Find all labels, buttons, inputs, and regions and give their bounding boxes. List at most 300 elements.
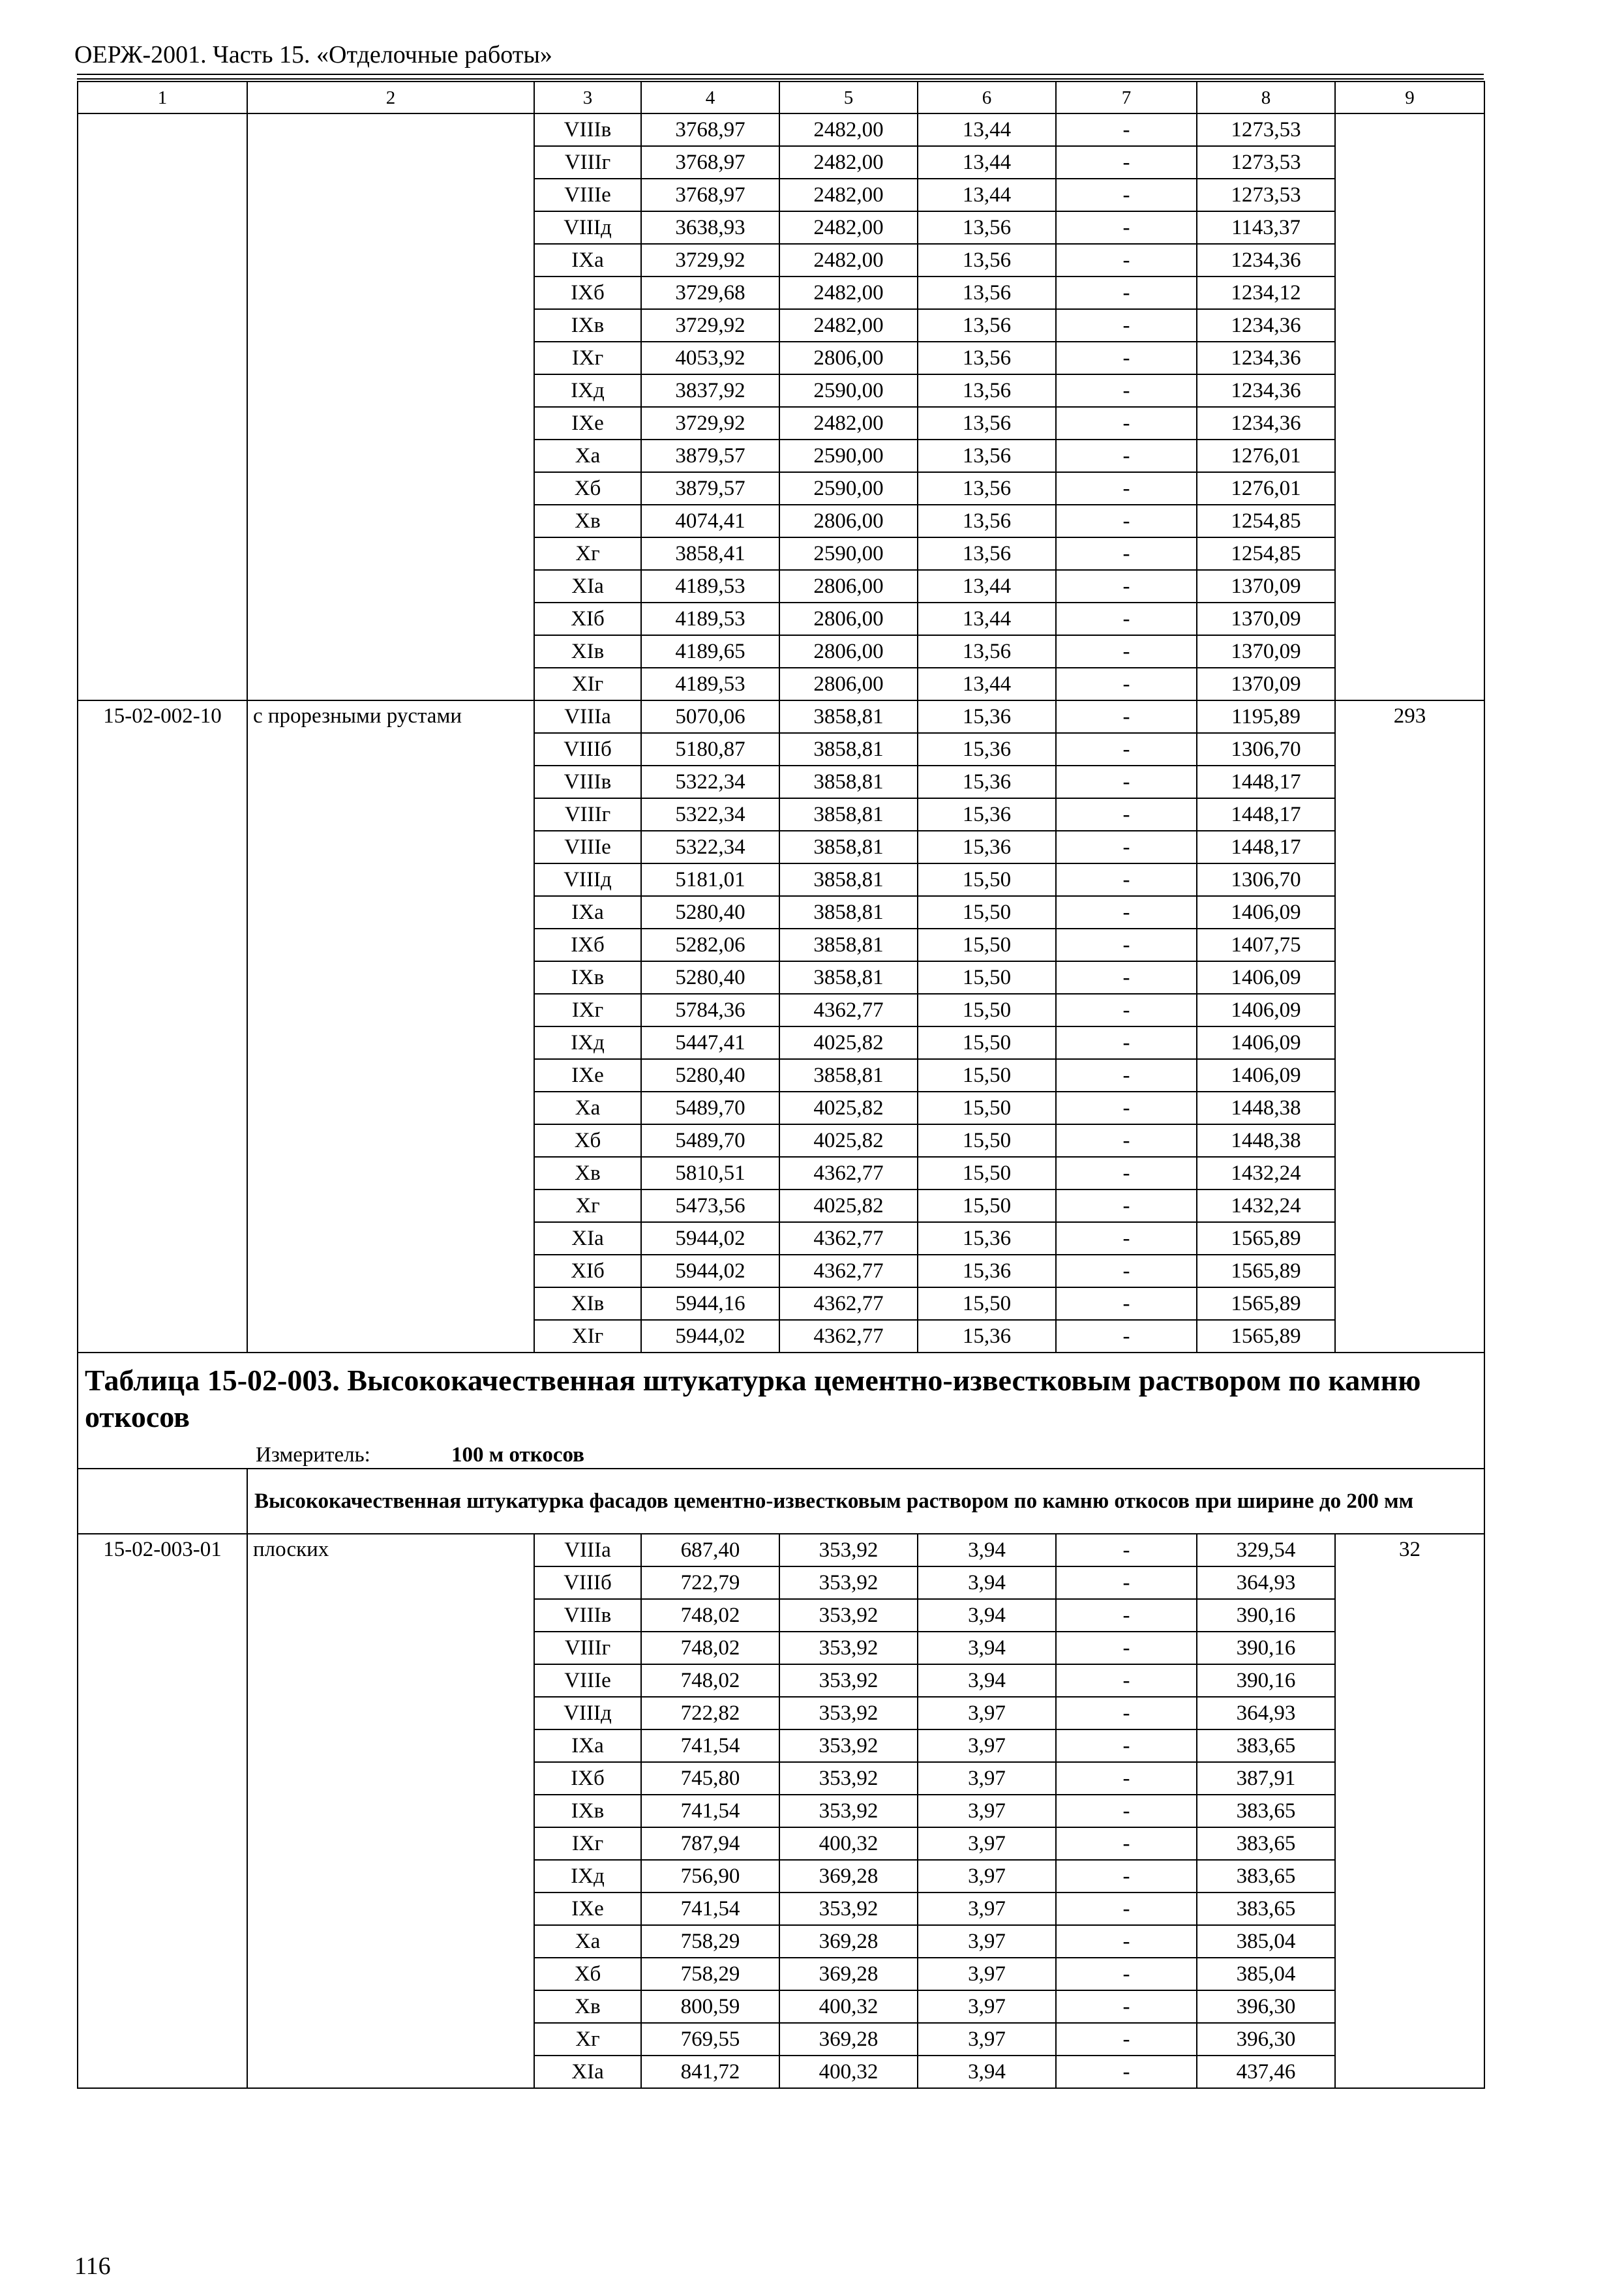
- material-cost-cell: 1565,89: [1197, 1320, 1335, 1353]
- driver-wage-cell: -: [1056, 1599, 1197, 1632]
- direct-cost-cell: 5944,02: [641, 1222, 779, 1255]
- driver-wage-cell: -: [1056, 1059, 1197, 1092]
- driver-wage-cell: -: [1056, 472, 1197, 505]
- wage-cell: 2806,00: [779, 505, 918, 537]
- labor-norm: [1335, 113, 1484, 700]
- direct-cost-cell: 5784,36: [641, 994, 779, 1026]
- zone-cell: XIг: [534, 668, 641, 700]
- zone-cell: VIIIд: [534, 211, 641, 244]
- driver-wage-cell: -: [1056, 342, 1197, 374]
- machine-cost-cell: 15,36: [918, 733, 1056, 766]
- material-cost-cell: 1273,53: [1197, 113, 1335, 146]
- rates-table: [77, 81, 1485, 2089]
- zone-cell: XIв: [534, 1287, 641, 1320]
- direct-cost-cell: 5810,51: [641, 1157, 779, 1189]
- wage-cell: 369,28: [779, 1925, 918, 1958]
- work-name: [247, 113, 534, 700]
- wage-cell: 2590,00: [779, 472, 918, 505]
- machine-cost-cell: 15,36: [918, 831, 1056, 863]
- wage-cell: 4362,77: [779, 994, 918, 1026]
- driver-wage-cell: -: [1056, 1795, 1197, 1827]
- material-cost-cell: 383,65: [1197, 1827, 1335, 1860]
- direct-cost-cell: 5322,34: [641, 831, 779, 863]
- driver-wage-cell: -: [1056, 1827, 1197, 1860]
- machine-cost-cell: 15,36: [918, 766, 1056, 798]
- rate-code: 15-02-003-01: [78, 1534, 247, 2088]
- direct-cost-cell: 5489,70: [641, 1092, 779, 1124]
- zone-cell: VIIIе: [534, 1664, 641, 1697]
- wage-cell: 2590,00: [779, 537, 918, 570]
- labor-norm: 293: [1335, 700, 1484, 1353]
- zone-cell: Xв: [534, 505, 641, 537]
- meter-value: 100 м откосов: [451, 1443, 584, 1467]
- direct-cost-cell: 3768,97: [641, 179, 779, 211]
- material-cost-cell: 1306,70: [1197, 863, 1335, 896]
- material-cost-cell: 1273,53: [1197, 179, 1335, 211]
- wage-cell: 2482,00: [779, 179, 918, 211]
- wage-cell: 3858,81: [779, 700, 918, 733]
- material-cost-cell: 1276,01: [1197, 472, 1335, 505]
- machine-cost-cell: 3,94: [918, 1599, 1056, 1632]
- machine-cost-cell: 15,50: [918, 1026, 1056, 1059]
- direct-cost-cell: 4189,53: [641, 603, 779, 635]
- zone-cell: IXб: [534, 277, 641, 309]
- material-cost-cell: 1234,36: [1197, 244, 1335, 277]
- material-cost-cell: 396,30: [1197, 2023, 1335, 2056]
- direct-cost-cell: 741,54: [641, 1795, 779, 1827]
- driver-wage-cell: -: [1056, 635, 1197, 668]
- wage-cell: 2482,00: [779, 277, 918, 309]
- driver-wage-cell: -: [1056, 1534, 1197, 1566]
- direct-cost-cell: 687,40: [641, 1534, 779, 1566]
- material-cost-cell: 390,16: [1197, 1599, 1335, 1632]
- direct-cost-cell: 5944,02: [641, 1320, 779, 1353]
- header-rule: [77, 74, 1484, 75]
- direct-cost-cell: 5180,87: [641, 733, 779, 766]
- material-cost-cell: 385,04: [1197, 1925, 1335, 1958]
- direct-cost-cell: 758,29: [641, 1958, 779, 1990]
- direct-cost-cell: 5322,34: [641, 798, 779, 831]
- column-number: 4: [641, 82, 779, 113]
- wage-cell: 3858,81: [779, 766, 918, 798]
- work-name: с прорезными рустами: [247, 700, 534, 1353]
- header-rule-double: [77, 78, 1484, 80]
- direct-cost-cell: 5280,40: [641, 1059, 779, 1092]
- material-cost-cell: 1306,70: [1197, 733, 1335, 766]
- direct-cost-cell: 769,55: [641, 2023, 779, 2056]
- material-cost-cell: 383,65: [1197, 1729, 1335, 1762]
- machine-cost-cell: 13,56: [918, 505, 1056, 537]
- material-cost-cell: 329,54: [1197, 1534, 1335, 1566]
- direct-cost-cell: 3638,93: [641, 211, 779, 244]
- direct-cost-cell: 5944,16: [641, 1287, 779, 1320]
- driver-wage-cell: -: [1056, 798, 1197, 831]
- wage-cell: 4362,77: [779, 1255, 918, 1287]
- machine-cost-cell: 15,36: [918, 1320, 1056, 1353]
- material-cost-cell: 387,91: [1197, 1762, 1335, 1795]
- wage-cell: 353,92: [779, 1762, 918, 1795]
- driver-wage-cell: -: [1056, 2056, 1197, 2088]
- machine-cost-cell: 13,56: [918, 407, 1056, 440]
- wage-cell: 4025,82: [779, 1189, 918, 1222]
- column-number: 9: [1335, 82, 1484, 113]
- wage-cell: 353,92: [779, 1795, 918, 1827]
- zone-cell: VIIIе: [534, 179, 641, 211]
- machine-cost-cell: 13,56: [918, 309, 1056, 342]
- direct-cost-cell: 4189,53: [641, 668, 779, 700]
- wage-cell: 400,32: [779, 1827, 918, 1860]
- wage-cell: 3858,81: [779, 831, 918, 863]
- table-title-row: [78, 1353, 1484, 1469]
- zone-cell: IXв: [534, 1795, 641, 1827]
- driver-wage-cell: -: [1056, 2023, 1197, 2056]
- direct-cost-cell: 741,54: [641, 1729, 779, 1762]
- machine-cost-cell: 3,97: [918, 1762, 1056, 1795]
- machine-cost-cell: 3,94: [918, 1566, 1056, 1599]
- machine-cost-cell: 3,97: [918, 1925, 1056, 1958]
- driver-wage-cell: -: [1056, 1255, 1197, 1287]
- machine-cost-cell: 13,56: [918, 342, 1056, 374]
- driver-wage-cell: -: [1056, 1287, 1197, 1320]
- zone-cell: Xб: [534, 472, 641, 505]
- zone-cell: VIIIб: [534, 1566, 641, 1599]
- material-cost-cell: 1195,89: [1197, 700, 1335, 733]
- direct-cost-cell: 5944,02: [641, 1255, 779, 1287]
- direct-cost-cell: 5489,70: [641, 1124, 779, 1157]
- material-cost-cell: 364,93: [1197, 1697, 1335, 1729]
- wage-cell: 400,32: [779, 2056, 918, 2088]
- material-cost-cell: 1565,89: [1197, 1222, 1335, 1255]
- machine-cost-cell: 13,56: [918, 277, 1056, 309]
- driver-wage-cell: -: [1056, 766, 1197, 798]
- machine-cost-cell: 15,36: [918, 798, 1056, 831]
- table-title: Таблица 15-02-003. Высококачественная штукатурка цементно-известковым раствором по камню откосов: [85, 1364, 1421, 1433]
- direct-cost-cell: 4074,41: [641, 505, 779, 537]
- machine-cost-cell: 13,56: [918, 635, 1056, 668]
- machine-cost-cell: 15,36: [918, 1222, 1056, 1255]
- meter-line: [85, 1442, 1477, 1468]
- zone-cell: Xв: [534, 1990, 641, 2023]
- direct-cost-cell: 741,54: [641, 1893, 779, 1925]
- zone-cell: IXб: [534, 929, 641, 961]
- material-cost-cell: 1143,37: [1197, 211, 1335, 244]
- driver-wage-cell: -: [1056, 1860, 1197, 1893]
- driver-wage-cell: -: [1056, 733, 1197, 766]
- zone-cell: IXг: [534, 994, 641, 1026]
- wage-cell: 353,92: [779, 1566, 918, 1599]
- driver-wage-cell: -: [1056, 1566, 1197, 1599]
- zone-cell: Xа: [534, 440, 641, 472]
- direct-cost-cell: 3729,92: [641, 244, 779, 277]
- machine-cost-cell: 3,94: [918, 1632, 1056, 1664]
- zone-cell: IXе: [534, 1059, 641, 1092]
- wage-cell: 4362,77: [779, 1287, 918, 1320]
- machine-cost-cell: 3,97: [918, 1795, 1056, 1827]
- direct-cost-cell: 4189,65: [641, 635, 779, 668]
- zone-cell: IXе: [534, 407, 641, 440]
- zone-cell: VIIIа: [534, 700, 641, 733]
- zone-cell: Xг: [534, 2023, 641, 2056]
- machine-cost-cell: 3,97: [918, 1729, 1056, 1762]
- zone-cell: VIIIд: [534, 1697, 641, 1729]
- material-cost-cell: 1234,36: [1197, 309, 1335, 342]
- direct-cost-cell: 5070,06: [641, 700, 779, 733]
- zone-cell: Xа: [534, 1925, 641, 1958]
- column-number: 1: [78, 82, 247, 113]
- material-cost-cell: 1406,09: [1197, 994, 1335, 1026]
- material-cost-cell: 1565,89: [1197, 1255, 1335, 1287]
- material-cost-cell: 383,65: [1197, 1893, 1335, 1925]
- machine-cost-cell: 13,44: [918, 146, 1056, 179]
- wage-cell: 3858,81: [779, 863, 918, 896]
- driver-wage-cell: -: [1056, 1729, 1197, 1762]
- driver-wage-cell: -: [1056, 994, 1197, 1026]
- machine-cost-cell: 15,50: [918, 1157, 1056, 1189]
- column-number: 7: [1056, 82, 1197, 113]
- driver-wage-cell: -: [1056, 1026, 1197, 1059]
- driver-wage-cell: -: [1056, 831, 1197, 863]
- wage-cell: 2806,00: [779, 635, 918, 668]
- wage-cell: 4025,82: [779, 1092, 918, 1124]
- driver-wage-cell: -: [1056, 863, 1197, 896]
- driver-wage-cell: -: [1056, 407, 1197, 440]
- wage-cell: 353,92: [779, 1893, 918, 1925]
- driver-wage-cell: -: [1056, 1092, 1197, 1124]
- direct-cost-cell: 5322,34: [641, 766, 779, 798]
- machine-cost-cell: 15,50: [918, 863, 1056, 896]
- material-cost-cell: 1234,36: [1197, 342, 1335, 374]
- material-cost-cell: 1234,12: [1197, 277, 1335, 309]
- material-cost-cell: 1448,38: [1197, 1124, 1335, 1157]
- zone-cell: Xг: [534, 1189, 641, 1222]
- wage-cell: 369,28: [779, 2023, 918, 2056]
- direct-cost-cell: 787,94: [641, 1827, 779, 1860]
- driver-wage-cell: -: [1056, 505, 1197, 537]
- driver-wage-cell: -: [1056, 146, 1197, 179]
- wage-cell: 3858,81: [779, 896, 918, 929]
- wage-cell: 2482,00: [779, 407, 918, 440]
- machine-cost-cell: 15,50: [918, 896, 1056, 929]
- machine-cost-cell: 15,50: [918, 961, 1056, 994]
- machine-cost-cell: 3,97: [918, 1827, 1056, 1860]
- table-row: [78, 700, 1484, 733]
- machine-cost-cell: 3,94: [918, 1664, 1056, 1697]
- direct-cost-cell: 4053,92: [641, 342, 779, 374]
- direct-cost-cell: 3879,57: [641, 440, 779, 472]
- page-header-title: ОЕРЖ-2001. Часть 15. «Отделочные работы»: [74, 41, 552, 68]
- material-cost-cell: 385,04: [1197, 1958, 1335, 1990]
- machine-cost-cell: 13,56: [918, 211, 1056, 244]
- zone-cell: XIг: [534, 1320, 641, 1353]
- direct-cost-cell: 748,02: [641, 1599, 779, 1632]
- column-number: 3: [534, 82, 641, 113]
- direct-cost-cell: 800,59: [641, 1990, 779, 2023]
- zone-cell: VIIIд: [534, 863, 641, 896]
- machine-cost-cell: 3,94: [918, 2056, 1056, 2088]
- wage-cell: 3858,81: [779, 733, 918, 766]
- direct-cost-cell: 841,72: [641, 2056, 779, 2088]
- machine-cost-cell: 15,50: [918, 1092, 1056, 1124]
- machine-cost-cell: 3,94: [918, 1534, 1056, 1566]
- column-number: 2: [247, 82, 534, 113]
- machine-cost-cell: 15,50: [918, 994, 1056, 1026]
- machine-cost-cell: 13,56: [918, 440, 1056, 472]
- machine-cost-cell: 13,56: [918, 374, 1056, 407]
- driver-wage-cell: -: [1056, 244, 1197, 277]
- wage-cell: 4025,82: [779, 1124, 918, 1157]
- meter-label: Измеритель:: [256, 1443, 370, 1467]
- driver-wage-cell: -: [1056, 603, 1197, 635]
- material-cost-cell: 1406,09: [1197, 1026, 1335, 1059]
- material-cost-cell: 1432,24: [1197, 1157, 1335, 1189]
- machine-cost-cell: 3,97: [918, 2023, 1056, 2056]
- zone-cell: IXа: [534, 1729, 641, 1762]
- driver-wage-cell: -: [1056, 179, 1197, 211]
- wage-cell: 3858,81: [779, 961, 918, 994]
- wage-cell: 2482,00: [779, 309, 918, 342]
- wage-cell: 353,92: [779, 1729, 918, 1762]
- zone-cell: XIб: [534, 603, 641, 635]
- table-row: [78, 113, 1484, 146]
- rate-code: 15-02-002-10: [78, 700, 247, 1353]
- material-cost-cell: 383,65: [1197, 1795, 1335, 1827]
- driver-wage-cell: -: [1056, 700, 1197, 733]
- driver-wage-cell: -: [1056, 1320, 1197, 1353]
- zone-cell: VIIIг: [534, 798, 641, 831]
- machine-cost-cell: 15,36: [918, 700, 1056, 733]
- driver-wage-cell: -: [1056, 961, 1197, 994]
- direct-cost-cell: 4189,53: [641, 570, 779, 603]
- machine-cost-cell: 13,56: [918, 537, 1056, 570]
- wage-cell: 369,28: [779, 1860, 918, 1893]
- material-cost-cell: 1448,17: [1197, 766, 1335, 798]
- machine-cost-cell: 13,44: [918, 113, 1056, 146]
- direct-cost-cell: 3879,57: [641, 472, 779, 505]
- driver-wage-cell: -: [1056, 896, 1197, 929]
- wage-cell: 3858,81: [779, 929, 918, 961]
- direct-cost-cell: 745,80: [641, 1762, 779, 1795]
- wage-cell: 2806,00: [779, 570, 918, 603]
- wage-cell: 353,92: [779, 1599, 918, 1632]
- material-cost-cell: 1370,09: [1197, 635, 1335, 668]
- column-number: 5: [779, 82, 918, 113]
- driver-wage-cell: -: [1056, 1632, 1197, 1664]
- driver-wage-cell: -: [1056, 211, 1197, 244]
- machine-cost-cell: 3,97: [918, 1697, 1056, 1729]
- zone-cell: IXе: [534, 1893, 641, 1925]
- zone-cell: VIIIг: [534, 146, 641, 179]
- page-number: 116: [74, 2252, 111, 2280]
- material-cost-cell: 396,30: [1197, 1990, 1335, 2023]
- zone-cell: XIа: [534, 1222, 641, 1255]
- driver-wage-cell: -: [1056, 309, 1197, 342]
- zone-cell: IXг: [534, 1827, 641, 1860]
- material-cost-cell: 1448,38: [1197, 1092, 1335, 1124]
- wage-cell: 2590,00: [779, 374, 918, 407]
- zone-cell: VIIIв: [534, 1599, 641, 1632]
- direct-cost-cell: 5282,06: [641, 929, 779, 961]
- wage-cell: 353,92: [779, 1534, 918, 1566]
- zone-cell: VIIIа: [534, 1534, 641, 1566]
- material-cost-cell: 1254,85: [1197, 537, 1335, 570]
- machine-cost-cell: 13,44: [918, 668, 1056, 700]
- driver-wage-cell: -: [1056, 1958, 1197, 1990]
- zone-cell: IXа: [534, 244, 641, 277]
- zone-cell: IXв: [534, 309, 641, 342]
- machine-cost-cell: 3,97: [918, 1958, 1056, 1990]
- zone-cell: VIIIв: [534, 113, 641, 146]
- machine-cost-cell: 15,50: [918, 929, 1056, 961]
- material-cost-cell: 1370,09: [1197, 570, 1335, 603]
- direct-cost-cell: 3729,68: [641, 277, 779, 309]
- material-cost-cell: 390,16: [1197, 1632, 1335, 1664]
- labor-norm: 32: [1335, 1534, 1484, 2088]
- material-cost-cell: 1276,01: [1197, 440, 1335, 472]
- direct-cost-cell: 748,02: [641, 1632, 779, 1664]
- wage-cell: 2806,00: [779, 342, 918, 374]
- rate-code: [78, 113, 247, 700]
- material-cost-cell: 1406,09: [1197, 961, 1335, 994]
- wage-cell: 4025,82: [779, 1026, 918, 1059]
- material-cost-cell: 364,93: [1197, 1566, 1335, 1599]
- driver-wage-cell: -: [1056, 1697, 1197, 1729]
- material-cost-cell: 437,46: [1197, 2056, 1335, 2088]
- driver-wage-cell: -: [1056, 1189, 1197, 1222]
- zone-cell: IXг: [534, 342, 641, 374]
- wage-cell: 369,28: [779, 1958, 918, 1990]
- direct-cost-cell: 3858,41: [641, 537, 779, 570]
- material-cost-cell: 1254,85: [1197, 505, 1335, 537]
- machine-cost-cell: 15,50: [918, 1059, 1056, 1092]
- machine-cost-cell: 15,50: [918, 1124, 1056, 1157]
- material-cost-cell: 1432,24: [1197, 1189, 1335, 1222]
- material-cost-cell: 1406,09: [1197, 896, 1335, 929]
- wage-cell: 400,32: [779, 1990, 918, 2023]
- section-subtitle: Высококачественная штукатурка фасадов цементно-известковым раствором по камню откосов при ширине до 200 мм: [247, 1469, 1484, 1534]
- zone-cell: VIIIг: [534, 1632, 641, 1664]
- wage-cell: 2482,00: [779, 113, 918, 146]
- material-cost-cell: 390,16: [1197, 1664, 1335, 1697]
- direct-cost-cell: 3768,97: [641, 113, 779, 146]
- driver-wage-cell: -: [1056, 570, 1197, 603]
- driver-wage-cell: -: [1056, 929, 1197, 961]
- direct-cost-cell: 756,90: [641, 1860, 779, 1893]
- material-cost-cell: 1234,36: [1197, 407, 1335, 440]
- driver-wage-cell: -: [1056, 1925, 1197, 1958]
- work-name: плоских: [247, 1534, 534, 2088]
- material-cost-cell: 1407,75: [1197, 929, 1335, 961]
- zone-cell: VIIIб: [534, 733, 641, 766]
- machine-cost-cell: 13,44: [918, 603, 1056, 635]
- section-subtitle-row: [78, 1469, 1484, 1534]
- direct-cost-cell: 722,82: [641, 1697, 779, 1729]
- zone-cell: IXб: [534, 1762, 641, 1795]
- driver-wage-cell: -: [1056, 374, 1197, 407]
- zone-cell: VIIIе: [534, 831, 641, 863]
- wage-cell: 4362,77: [779, 1320, 918, 1353]
- empty-cell: [78, 1469, 247, 1534]
- material-cost-cell: 1370,09: [1197, 603, 1335, 635]
- material-cost-cell: 1273,53: [1197, 146, 1335, 179]
- zone-cell: IXа: [534, 896, 641, 929]
- driver-wage-cell: -: [1056, 113, 1197, 146]
- wage-cell: 4362,77: [779, 1222, 918, 1255]
- direct-cost-cell: 3768,97: [641, 146, 779, 179]
- driver-wage-cell: -: [1056, 1222, 1197, 1255]
- material-cost-cell: 1448,17: [1197, 831, 1335, 863]
- direct-cost-cell: 748,02: [641, 1664, 779, 1697]
- direct-cost-cell: 5280,40: [641, 896, 779, 929]
